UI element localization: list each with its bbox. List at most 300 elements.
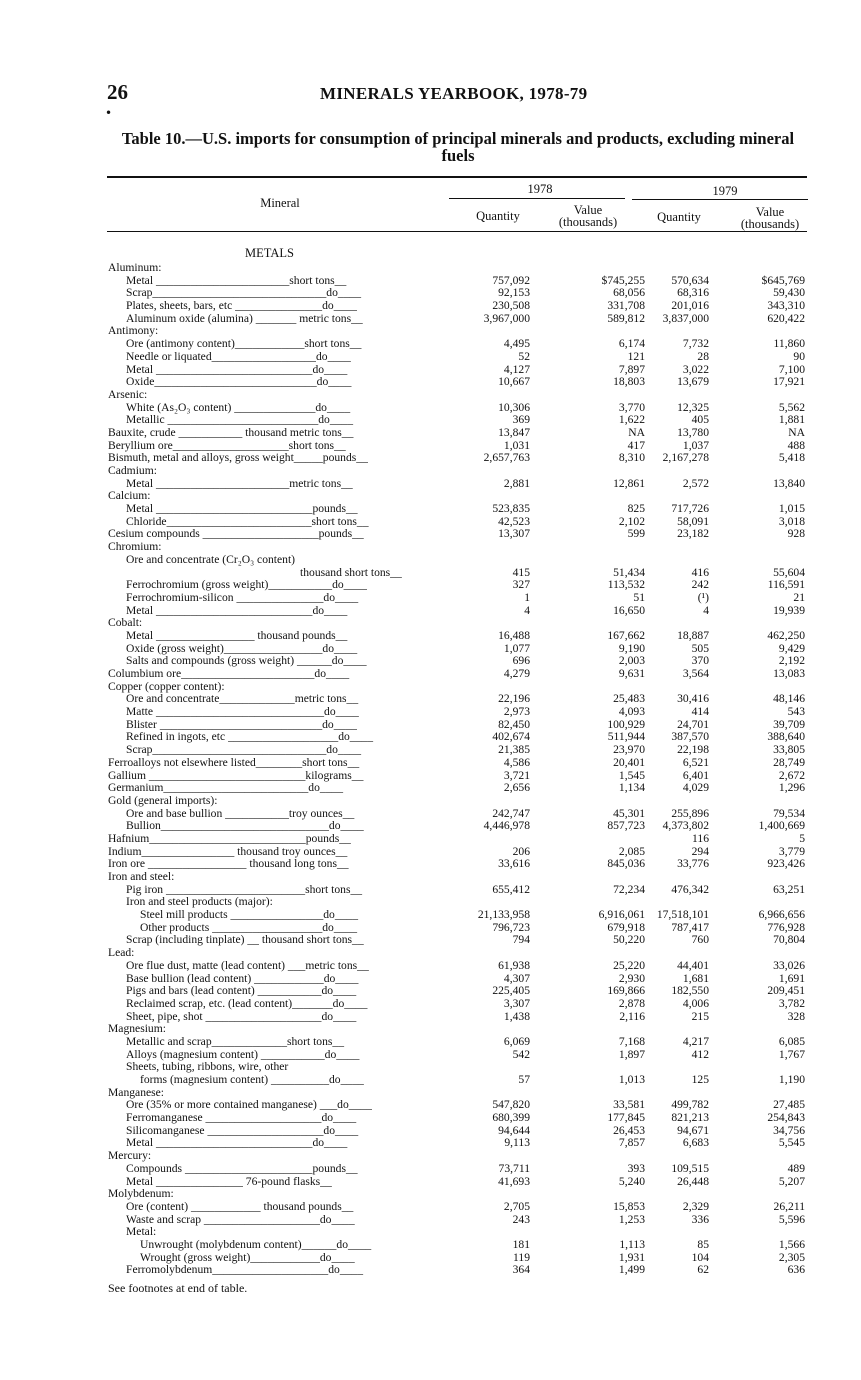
row-label: Manganese: — [108, 1085, 165, 1099]
value-1978-cell: 167,662 — [607, 628, 645, 642]
row-label: forms (magnesium content) __________do____ — [140, 1073, 364, 1086]
table-row — [0, 262, 861, 275]
quantity-1978-cell: 225,405 — [492, 984, 530, 998]
row-label: Chromium: — [108, 540, 162, 554]
value-1978-cell: NA — [628, 425, 645, 439]
value-1978-cell: 113,532 — [607, 578, 645, 592]
quantity-1978-cell: 3,307 — [503, 996, 530, 1010]
value-1979-cell: 70,804 — [773, 933, 805, 947]
quantity-1978-cell: 57 — [518, 1073, 530, 1086]
quantity-1979-cell: 255,896 — [671, 806, 709, 820]
value-1979-cell: 11,860 — [773, 337, 805, 351]
quantity-1978-cell: 206 — [512, 844, 530, 858]
quantity-1978-cell: 230,508 — [492, 299, 530, 313]
quantity-1979-cell: 4,217 — [682, 1034, 709, 1048]
value-1979-cell: 33,805 — [773, 743, 805, 757]
stray-mark: • — [105, 106, 113, 120]
row-label: Metallic and scrap_____________short tons__ — [126, 1034, 344, 1048]
quantity-1979-cell: 23,182 — [677, 527, 709, 541]
value-1978-cell: 3,770 — [618, 400, 645, 414]
table-row — [0, 630, 861, 643]
table-row — [0, 985, 861, 998]
value-1978-cell: 2,878 — [618, 996, 645, 1010]
value-1978-cell: 2,102 — [618, 514, 645, 528]
quantity-1978-cell: 4 — [524, 603, 530, 617]
row-label: Bullion_____________________________do____ — [126, 819, 364, 833]
value-1979-cell: 328 — [787, 1009, 805, 1023]
row-label: Compounds ______________________pounds__ — [126, 1161, 358, 1175]
row-label: Salts and compounds (gross weight) ______do____ — [126, 654, 367, 668]
quantity-1979-cell: 1,037 — [682, 438, 709, 452]
value-1978-cell: 1,113 — [619, 1237, 645, 1251]
table-top-rule — [107, 176, 807, 178]
quantity-1979-cell: 17,518,101 — [656, 908, 709, 922]
quantity-1979-cell: 24,701 — [677, 717, 709, 731]
row-label: Scrap______________________________do____ — [126, 286, 362, 300]
value-1978-cell: 589,812 — [607, 311, 645, 325]
row-label: Unwrought (molybdenum content)______do____ — [140, 1237, 372, 1251]
table-row — [0, 579, 861, 592]
value-1978-cell: 6,174 — [618, 337, 645, 351]
quantity-1979-cell: 414 — [691, 705, 709, 719]
row-label: Steel mill products ________________do____ — [140, 908, 359, 922]
value-1979-cell: 1,296 — [778, 781, 805, 795]
row-label: Cesium compounds ____________________pounds__ — [108, 527, 364, 541]
table-row — [0, 376, 861, 389]
value-1978-cell: 20,401 — [613, 755, 645, 769]
row-label: Ferrochromium (gross weight)___________do____ — [126, 578, 367, 592]
row-label: Gallium ___________________________kilograms__ — [108, 768, 364, 782]
quantity-1978-cell: 33,616 — [498, 857, 530, 871]
row-label: Ore and base bullion ___________troy ounces__ — [126, 806, 355, 820]
quantity-1979-cell: 336 — [691, 1212, 709, 1226]
quantity-1979-cell: 182,550 — [671, 984, 709, 998]
quantity-1979-cell: 2,572 — [682, 476, 709, 490]
quantity-1979-cell: 26,448 — [677, 1174, 709, 1188]
table-row — [0, 960, 861, 973]
row-label: Cobalt: — [108, 616, 143, 630]
value-1979-cell: 343,310 — [767, 299, 805, 313]
table-row — [0, 1112, 861, 1125]
quantity-1979-cell: 405 — [691, 413, 709, 427]
page-number: 26 — [107, 80, 128, 104]
value-1979-cell: 3,779 — [778, 844, 805, 858]
value-1979-cell: 543 — [787, 705, 805, 719]
row-label: Metal ___________________________pounds__ — [126, 502, 358, 516]
value-1978-cell: 1,134 — [618, 781, 645, 795]
row-label: Columbium ore_______________________do____ — [108, 667, 350, 680]
value-1978-cell: 679,918 — [607, 920, 645, 934]
quantity-1979-cell: 104 — [691, 1250, 709, 1264]
value-1978-cell: 45,301 — [613, 806, 645, 820]
value-1978-cell: 331,708 — [607, 299, 645, 313]
value-1979-cell: 63,251 — [773, 882, 805, 896]
value-1979-cell: 923,426 — [767, 857, 805, 871]
quantity-1979-cell: 68,316 — [677, 286, 709, 300]
value-1978-cell: 1,622 — [618, 413, 645, 427]
quantity-1978-cell: 680,399 — [492, 1111, 530, 1125]
row-label: Bismuth, metal and alloys, gross weight_____pounds__ — [108, 451, 368, 465]
value-1979-cell: 17,921 — [773, 375, 805, 389]
table-row — [0, 1226, 861, 1239]
value-1978-cell: 845,036 — [607, 857, 645, 871]
table-row — [0, 554, 861, 567]
quantity-1978-cell: 9,113 — [504, 1136, 530, 1150]
value-1979-cell: 776,928 — [767, 920, 805, 934]
table-body — [0, 262, 861, 1277]
value-1979-cell: 28,749 — [773, 755, 805, 769]
row-label: Magnesium: — [108, 1022, 166, 1036]
row-label: Gold (general imports): — [108, 793, 218, 807]
value-1979-cell: 6,085 — [778, 1034, 805, 1048]
value-1979-cell: 27,485 — [773, 1098, 805, 1112]
quantity-1979-cell: 570,634 — [671, 273, 709, 287]
value-1978-cell: 5,240 — [618, 1174, 645, 1188]
row-label: Metal ___________________________do____ — [126, 1136, 348, 1150]
column-header-value-1978 — [546, 204, 630, 228]
value-1978-cell: 16,650 — [613, 603, 645, 617]
quantity-1979-cell: 4 — [703, 603, 709, 617]
quantity-1978-cell: 42,523 — [498, 514, 530, 528]
table-row — [0, 351, 861, 364]
quantity-1978-cell: 82,450 — [498, 717, 530, 731]
value-1979-cell: 90 — [793, 349, 805, 363]
row-label: Metal ___________________________do____ — [126, 603, 348, 617]
quantity-1979-cell: 94,671 — [677, 1123, 709, 1137]
value-unit-label: (thousands) — [558, 215, 618, 229]
column-header-1979: 1979 — [712, 184, 738, 198]
value-1978-cell: 2,116 — [619, 1009, 645, 1023]
quantity-1978-cell: 10,306 — [498, 400, 530, 414]
value-1978-cell: 121 — [627, 349, 645, 363]
row-label: Calcium: — [108, 489, 151, 503]
table-row — [0, 998, 861, 1011]
quantity-1978-cell: 92,153 — [498, 286, 530, 300]
quantity-1979-cell: 62 — [697, 1263, 709, 1277]
quantity-1978-cell: 21,385 — [498, 743, 530, 757]
value-1978-cell: 2,003 — [618, 654, 645, 668]
row-label: Base bullion (lead content) ____________do____ — [126, 971, 359, 985]
table-row — [0, 389, 861, 402]
row-label: Wrought (gross weight)____________do____ — [140, 1250, 355, 1264]
quantity-1978-cell: 22,196 — [498, 692, 530, 706]
value-1979-cell: 55,604 — [773, 565, 805, 579]
quantity-1978-cell: 243 — [512, 1212, 530, 1226]
row-label: Ore flue dust, matte (lead content) ___metric tons__ — [126, 958, 369, 972]
value-1979-cell: 928 — [787, 527, 805, 541]
year-rule-1979 — [632, 199, 808, 200]
quantity-1978-cell: 4,495 — [503, 337, 530, 351]
table-row — [0, 947, 861, 960]
quantity-1978-cell: 796,723 — [492, 920, 530, 934]
quantity-1979-cell: 3,022 — [682, 362, 709, 376]
row-label: Pigs and bars (lead content) ___________do____ — [126, 984, 357, 998]
quantity-1978-cell: 696 — [512, 654, 530, 668]
value-1979-cell: 209,451 — [767, 984, 805, 998]
row-label: Aluminum oxide (alumina) _______ metric tons__ — [126, 311, 363, 325]
row-label: Waste and scrap ____________________do____ — [126, 1212, 355, 1226]
footnote: See footnotes at end of table. — [108, 1281, 248, 1295]
value-1979-cell: 1,767 — [778, 1047, 805, 1061]
row-label: Metal ___________________________do____ — [126, 362, 348, 376]
year-rule-1978 — [449, 198, 625, 199]
row-label: Metal: — [126, 1225, 157, 1239]
value-1978-cell: 23,970 — [613, 743, 645, 757]
row-label: Ferrochromium-silicon _______________do____ — [126, 590, 359, 604]
row-label: Ore and concentrate (Cr₂O₃ content) — [126, 552, 296, 566]
quantity-1978-cell: 2,705 — [503, 1199, 530, 1213]
table-row — [0, 1163, 861, 1176]
quantity-1979-cell: 1,681 — [682, 971, 709, 985]
row-label: Reclaimed scrap, etc. (lead content)_______do____ — [126, 996, 368, 1010]
value-1979-cell: 489 — [787, 1161, 805, 1175]
row-label: Indium________________ thousand troy ounces__ — [108, 844, 348, 858]
value-1978-cell: 9,190 — [618, 641, 645, 655]
table-row — [0, 909, 861, 922]
quantity-1978-cell: 327 — [512, 578, 530, 592]
quantity-1978-cell: 2,881 — [503, 476, 530, 490]
quantity-1979-cell: 6,401 — [682, 768, 709, 782]
quantity-1978-cell: 1,438 — [503, 1009, 530, 1023]
quantity-1979-cell: 85 — [697, 1237, 709, 1251]
value-1978-cell: 100,929 — [607, 717, 645, 731]
quantity-1978-cell: 21,133,958 — [477, 908, 530, 922]
value-1979-cell: 9,429 — [778, 641, 805, 655]
quantity-1978-cell: 547,820 — [492, 1098, 530, 1112]
row-label: Metal _______________ 76-pound flasks__ — [126, 1174, 332, 1188]
table-row — [0, 465, 861, 478]
row-label: Ferroalloys not elsewhere listed________short tons__ — [108, 755, 360, 769]
value-1979-cell: 116,591 — [767, 578, 805, 592]
value-1979-cell: 462,250 — [767, 628, 805, 642]
table-row — [0, 427, 861, 440]
quantity-1978-cell: 181 — [512, 1237, 530, 1251]
quantity-1978-cell: 94,644 — [498, 1123, 530, 1137]
quantity-1978-cell: 369 — [512, 413, 530, 427]
row-label: Iron ore _________________ thousand long tons__ — [108, 857, 349, 871]
value-1979-cell: 7,100 — [778, 362, 805, 376]
row-label: Aluminum: — [108, 261, 162, 274]
row-label: Germanium_________________________do____ — [108, 781, 344, 795]
header-bottom-rule — [107, 231, 807, 232]
quantity-1979-cell: 821,213 — [671, 1111, 709, 1125]
value-1978-cell: 12,861 — [613, 476, 645, 490]
value-1979-cell: 48,146 — [773, 692, 805, 706]
quantity-1978-cell: 1,031 — [503, 438, 530, 452]
row-label: Ferromanganese ____________________do____ — [126, 1111, 357, 1125]
row-label: Ore (35% or more contained manganese) ___do____ — [126, 1098, 372, 1112]
quantity-1979-cell: 201,016 — [671, 299, 709, 313]
quantity-1979-cell: 787,417 — [671, 920, 709, 934]
quantity-1978-cell: 41,693 — [498, 1174, 530, 1188]
quantity-1979-cell: 6,683 — [682, 1136, 709, 1150]
table-row — [0, 833, 861, 846]
quantity-1978-cell: 4,279 — [503, 667, 530, 680]
row-label: Beryllium ore____________________short tons__ — [108, 438, 346, 452]
value-1979-cell: 3,018 — [778, 514, 805, 528]
value-1979-cell: 388,640 — [767, 730, 805, 744]
quantity-1978-cell: 52 — [518, 349, 530, 363]
value-1979-cell: 5,207 — [778, 1174, 805, 1188]
row-label: Iron and steel: — [108, 870, 175, 883]
value-1978-cell: 393 — [627, 1161, 645, 1175]
value-1978-cell: 26,453 — [613, 1123, 645, 1137]
quantity-1978-cell: 794 — [512, 933, 530, 947]
quantity-1978-cell: 523,835 — [492, 502, 530, 516]
quantity-1978-cell: 4,586 — [503, 755, 530, 769]
value-1978-cell: 599 — [627, 527, 645, 541]
quantity-1978-cell: 16,488 — [498, 628, 530, 642]
quantity-1978-cell: 364 — [512, 1263, 530, 1277]
table-row — [0, 744, 861, 757]
row-label: White (As₂O₃ content) ______________do____ — [126, 400, 351, 414]
quantity-1978-cell: 61,938 — [498, 958, 530, 972]
value-1979-cell: 79,534 — [773, 806, 805, 820]
quantity-1979-cell: 294 — [691, 844, 709, 858]
quantity-1978-cell: 757,092 — [492, 273, 530, 287]
value-1979-cell: 34,756 — [773, 1123, 805, 1137]
row-label: Needle or liquated__________________do____ — [126, 349, 351, 363]
value-1979-cell: 13,840 — [773, 476, 805, 490]
value-1978-cell: 18,803 — [613, 375, 645, 389]
value-1978-cell: 8,310 — [618, 451, 645, 465]
quantity-1979-cell: 33,776 — [677, 857, 709, 871]
value-1979-cell: 59,430 — [773, 286, 805, 300]
value-1978-cell: 68,056 — [613, 286, 645, 300]
value-1978-cell: 25,483 — [613, 692, 645, 706]
section-heading-metals: METALS — [245, 246, 294, 260]
value-1979-cell: 2,305 — [778, 1250, 805, 1264]
value-1978-cell: 6,916,061 — [598, 908, 645, 922]
value-1979-cell: $645,769 — [761, 273, 805, 287]
row-label: Ore and concentrate_____________metric tons__ — [126, 692, 359, 706]
quantity-1978-cell: 13,847 — [498, 425, 530, 439]
quantity-1978-cell: 1 — [524, 590, 530, 604]
quantity-1979-cell: 412 — [691, 1047, 709, 1061]
quantity-1979-cell: 12,325 — [677, 400, 709, 414]
table-row — [0, 338, 861, 351]
quantity-1978-cell: 415 — [512, 565, 530, 579]
table-row — [0, 757, 861, 770]
quantity-1978-cell: 6,069 — [503, 1034, 530, 1048]
quantity-1979-cell: 28 — [697, 349, 709, 363]
quantity-1978-cell: 10,667 — [498, 375, 530, 389]
value-1979-cell: 1,691 — [778, 971, 805, 985]
row-label: Copper (copper content): — [108, 679, 225, 693]
value-1979-cell: 2,192 — [778, 654, 805, 668]
row-label: Ore (content) ____________ thousand pounds__ — [126, 1199, 354, 1213]
quantity-1978-cell: 73,711 — [498, 1161, 530, 1175]
value-1978-cell: 4,093 — [618, 705, 645, 719]
running-title: MINERALS YEARBOOK, 1978-79 — [320, 84, 588, 103]
quantity-1979-cell: 499,782 — [671, 1098, 709, 1112]
value-label: Value — [755, 205, 785, 219]
value-1979-cell: NA — [788, 425, 805, 439]
quantity-1979-cell: 4,029 — [682, 781, 709, 795]
table-row — [0, 541, 861, 554]
row-label: Oxide____________________________do____ — [126, 375, 352, 389]
row-label: Metal _______________________short tons__ — [126, 273, 347, 287]
quantity-1978-cell: 2,657,763 — [483, 451, 530, 465]
table-row — [0, 668, 861, 681]
value-1978-cell: 50,220 — [613, 933, 645, 947]
value-1978-cell: 169,866 — [607, 984, 645, 998]
row-label: Molybdenum: — [108, 1187, 174, 1201]
quantity-1979-cell: 370 — [691, 654, 709, 668]
table-row — [0, 1061, 861, 1074]
value-1979-cell: 13,083 — [773, 667, 805, 680]
quantity-1978-cell: 2,973 — [503, 705, 530, 719]
value-1979-cell: 21 — [793, 590, 805, 604]
quantity-1978-cell: 402,674 — [492, 730, 530, 744]
row-label: Metallic __________________________do____ — [126, 413, 354, 427]
quantity-1979-cell: 476,342 — [671, 882, 709, 896]
quantity-1978-cell: 2,656 — [503, 781, 530, 795]
value-1978-cell: 2,930 — [618, 971, 645, 985]
table-row — [0, 1188, 861, 1201]
value-1979-cell: 488 — [787, 438, 805, 452]
value-1978-cell: 25,220 — [613, 958, 645, 972]
row-label: Silicomanganese ____________________do____ — [126, 1123, 359, 1137]
row-label: Chloride_________________________short tons__ — [126, 514, 369, 528]
table-row — [0, 1074, 861, 1087]
table-row — [0, 300, 861, 313]
value-1978-cell: 417 — [627, 438, 645, 452]
quantity-1979-cell: 125 — [691, 1073, 709, 1086]
value-1978-cell: 1,253 — [618, 1212, 645, 1226]
quantity-1979-cell: 109,515 — [671, 1161, 709, 1175]
quantity-1979-cell: 44,401 — [677, 958, 709, 972]
quantity-1979-cell: 116 — [692, 831, 709, 845]
row-label: Sheet, pipe, shot ____________________do____ — [126, 1009, 357, 1023]
quantity-1978-cell: 1,077 — [503, 641, 530, 655]
quantity-1979-cell: 3,837,000 — [662, 311, 709, 325]
value-label: Value — [573, 203, 603, 217]
column-header-quantity-1979: Quantity — [657, 210, 701, 224]
value-1979-cell: 5,596 — [778, 1212, 805, 1226]
value-1979-cell: 254,843 — [767, 1111, 805, 1125]
quantity-1978-cell: 3,967,000 — [483, 311, 530, 325]
value-1978-cell: 1,499 — [618, 1263, 645, 1277]
row-label: Hafnium___________________________pounds__ — [108, 831, 351, 845]
value-1978-cell: 1,931 — [618, 1250, 645, 1264]
row-label: Scrap (including tinplate) __ thousand short tons__ — [126, 933, 364, 947]
row-label: Other products ___________________do____ — [140, 920, 358, 934]
row-label: Ore (antimony content)____________short tons__ — [126, 337, 362, 351]
value-1978-cell: 7,857 — [618, 1136, 645, 1150]
table-row — [0, 896, 861, 909]
column-header-quantity-1978: Quantity — [476, 209, 520, 223]
table-row — [0, 706, 861, 719]
row-label: Sheets, tubing, ribbons, wire, other — [126, 1060, 289, 1074]
quantity-1979-cell: 22,198 — [677, 743, 709, 757]
value-1979-cell: 2,672 — [778, 768, 805, 782]
quantity-1979-cell: 2,329 — [682, 1199, 709, 1213]
quantity-1979-cell: 7,732 — [682, 337, 709, 351]
quantity-1978-cell: 13,307 — [498, 527, 530, 541]
table-row — [0, 1201, 861, 1214]
table-title: Table 10.—U.S. imports for consumption of principal minerals and products, excluding mineral fuels — [121, 129, 795, 165]
column-header-1978: 1978 — [527, 182, 553, 196]
quantity-1979-cell: 717,726 — [671, 502, 709, 516]
quantity-1979-cell: 58,091 — [677, 514, 709, 528]
quantity-1979-cell: 4,006 — [682, 996, 709, 1010]
value-1979-cell: 636 — [787, 1263, 805, 1277]
row-label: Blister ____________________________do____ — [126, 717, 357, 731]
quantity-1979-cell: 760 — [691, 933, 709, 947]
quantity-1978-cell: 119 — [513, 1250, 530, 1264]
quantity-1979-cell: 2,167,278 — [662, 451, 709, 465]
